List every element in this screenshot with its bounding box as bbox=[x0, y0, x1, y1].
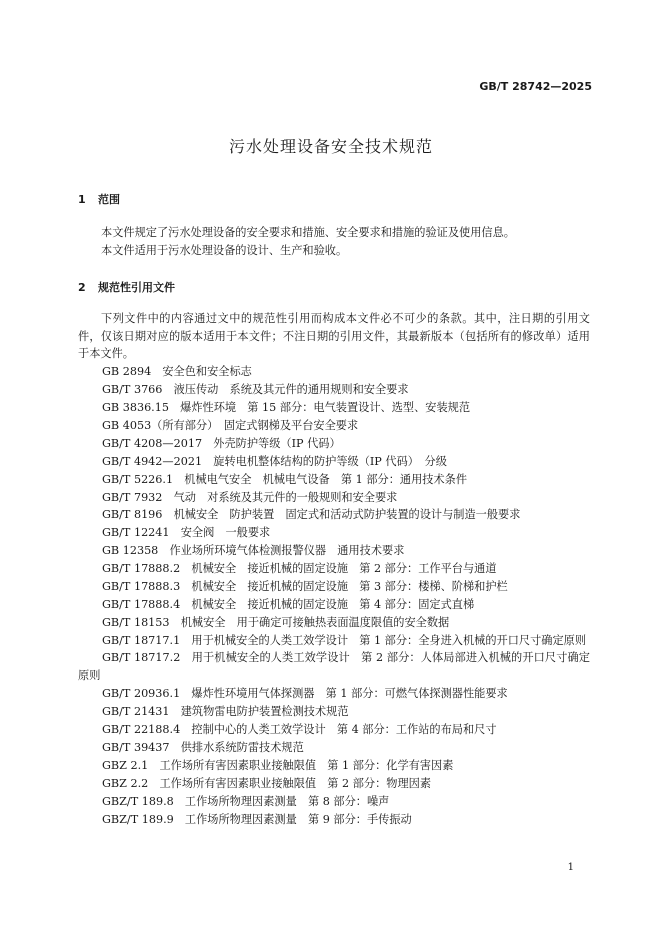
reference-item: GB/T 17888.4 机械安全 接近机械的固定设施 第 4 部分：固定式直梯 bbox=[102, 598, 475, 611]
reference-item: GB/T 18717.1 用于机械安全的人类工效学设计 第 1 部分：全身进入机械的开口尺寸确定原则 bbox=[102, 634, 587, 647]
reference-item: GB/T 5226.1 机械电气安全 机械电气设备 第 1 部分：通用技术条件 bbox=[102, 473, 468, 486]
paragraph: 本文件适用于污水处理设备的设计、生产和验收。 bbox=[101, 244, 348, 257]
reference-item: GB 12358 作业场所环境气体检测报警仪器 通用技术要求 bbox=[102, 544, 405, 557]
reference-item: GB/T 39437 供排水系统防雷技术规范 bbox=[102, 741, 304, 754]
reference-item: GB/T 3766 液压传动 系统及其元件的通用规则和安全要求 bbox=[102, 383, 409, 396]
reference-item: GB/T 21431 建筑物雷电防护装置检测技术规范 bbox=[102, 705, 349, 718]
reference-item: GB/T 7932 气动 对系统及其元件的一般规则和安全要求 bbox=[102, 491, 398, 504]
section-2-heading bbox=[78, 279, 175, 295]
section-1-heading bbox=[78, 191, 120, 207]
reference-item: GB/T 4208—2017 外壳防护等级（IP 代码） bbox=[102, 437, 341, 450]
section-title: 规范性引用文件 bbox=[98, 281, 175, 294]
paragraph: 本文件规定了污水处理设备的安全要求和措施、安全要求和措施的验证及使用信息。 bbox=[101, 226, 515, 239]
reference-item: GB/T 12241 安全阀 一般要求 bbox=[102, 526, 271, 539]
standard-number: GB/T 28742—2025 bbox=[479, 80, 592, 93]
reference-item: GBZ 2.2 工作场所有害因素职业接触限值 第 2 部分：物理因素 bbox=[102, 777, 432, 790]
reference-item: GB 2894 安全色和安全标志 bbox=[102, 365, 252, 378]
section-title: 范围 bbox=[98, 193, 120, 206]
reference-item: GB/T 4942—2021 旋转电机整体结构的防护等级（IP 代码） 分级 bbox=[102, 455, 447, 468]
reference-item: GB/T 17888.3 机械安全 接近机械的固定设施 第 3 部分：楼梯、阶梯和护栏 bbox=[102, 580, 508, 593]
reference-item: GB/T 18153 机械安全 用于确定可接触热表面温度限值的安全数据 bbox=[102, 616, 450, 629]
reference-item: GB/T 17888.2 机械安全 接近机械的固定设施 第 2 部分：工作平台与通道 bbox=[102, 562, 497, 575]
section-number: 1 bbox=[78, 193, 86, 206]
page-number: 1 bbox=[567, 862, 574, 873]
reference-item: GB/T 20936.1 爆炸性环境用气体探测器 第 1 部分：可燃气体探测器性能要求 bbox=[102, 687, 508, 700]
reference-item: GB/T 22188.4 控制中心的人类工效学设计 第 4 部分：工作站的布局和尺寸 bbox=[102, 723, 497, 736]
reference-item: GB/T 8196 机械安全 防护装置 固定式和活动式防护装置的设计与制造一般要求 bbox=[102, 508, 521, 521]
reference-item: GB 3836.15 爆炸性环境 第 15 部分：电气装置设计、选型、安装规范 bbox=[102, 401, 471, 414]
reference-item: GBZ 2.1 工作场所有害因素职业接触限值 第 1 部分：化学有害因素 bbox=[102, 759, 454, 772]
section-number: 2 bbox=[78, 281, 86, 294]
reference-item: GB 4053（所有部分） 固定式钢梯及平台安全要求 bbox=[102, 419, 359, 432]
reference-item: GBZ/T 189.9 工作场所物理因素测量 第 9 部分：手传振动 bbox=[102, 813, 412, 826]
intro-paragraph: 下列文件中的内容通过文中的规范性引用而构成本文件必不可少的条款。其中，注日期的引用文件，仅该日期对应的版本适用于本文件；不注日期的引用文件，其最新版本（包括所有的修改单）适用于本文件。 bbox=[78, 312, 590, 360]
reference-item: GBZ/T 189.8 工作场所物理因素测量 第 8 部分：噪声 bbox=[102, 795, 390, 808]
document-title: 污水处理设备安全技术规范 bbox=[228, 137, 433, 156]
reference-item: GB/T 18717.2 用于机械安全的人类工效学设计 第 2 部分：人体局部进入机械的开口尺寸确定原则 bbox=[78, 651, 590, 682]
